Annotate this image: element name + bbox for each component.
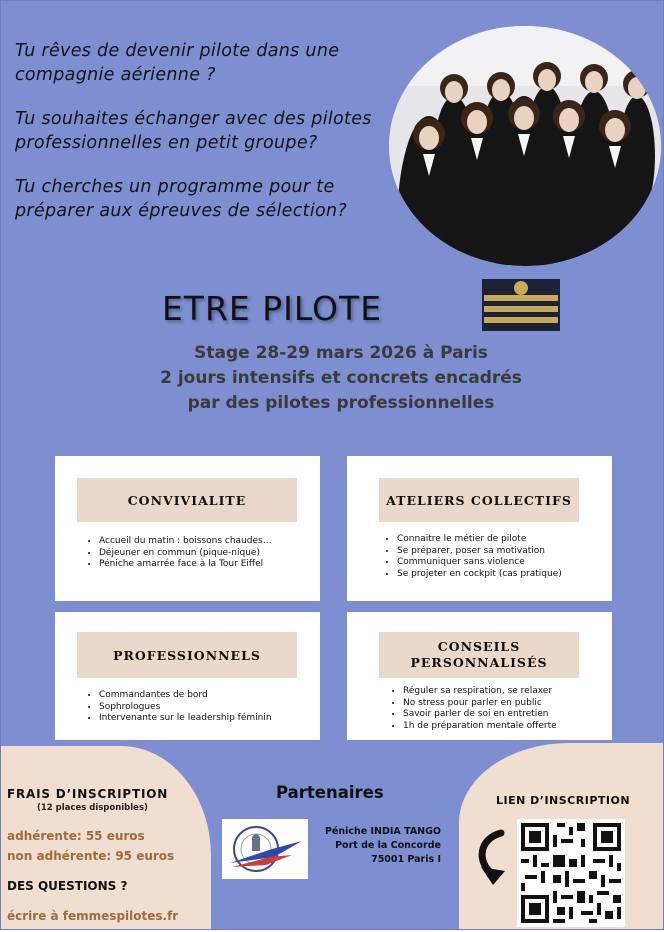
list-item: • Réguler sa respiration, se relaxer [403,686,557,698]
list-item: • Savoir parler de soi en entretien [403,709,557,721]
intro-question-1: Tu rêves de devenir pilote dans une compagnie aérienne ? [15,41,340,85]
card-title-line-2: PERSONNALISÉS [410,655,548,670]
list-item: • No stress pour parler en public [403,698,557,710]
intro-question-2: Tu souhaites échanger avec des pilotes professionnelles en petit groupe? [15,109,372,153]
main-title: ETRE PILOTE [161,289,383,328]
epaulette-icon [482,279,560,331]
fees-heading: FRAIS D’INSCRIPTION [7,787,169,801]
venue-name: Péniche INDIA TANGO [324,826,441,837]
venue-address [301,825,441,867]
list-item: • Se préparer, poser sa motivation [397,546,562,558]
card-title: ATELIERS COLLECTIFS [379,478,579,522]
list-item: • Déjeuner en commun (pique-nique) [99,548,272,560]
card-convivialite [55,456,320,601]
list-item: • Péniche amarrée face à la Tour Eiffel [99,559,272,571]
list-item: • Commandantes de bord [99,690,272,702]
card-list [85,536,272,571]
event-dates: Stage 28-29 mars 2026 à Paris [194,343,488,363]
card-conseils-personnalises [347,612,612,740]
list-item: • Connaitre le métier de pilote [397,534,562,546]
questions-heading: DES QUESTIONS ? [7,879,128,893]
venue-city: 75001 Paris I [371,854,441,865]
card-title: PROFESSIONNELS [77,632,297,678]
fees-section [7,787,207,923]
card-title-line-1: CONSEILS [437,639,521,654]
card-list [383,534,562,580]
event-tagline-1: 2 jours intensifs et concrets encadrés [160,368,522,388]
list-item: • Communiquer sans violence [397,557,562,569]
list-item: • 1h de préparation mentale offerte [403,721,557,733]
intro-questions [15,39,385,243]
registration-heading: LIEN D’INSCRIPTION [496,794,631,807]
list-item: • Se projeter en cockpit (cas pratique) [397,569,562,581]
partner-logo [222,819,308,879]
card-professionnels [55,612,320,740]
contact-link[interactable]: écrire à femmespilotes.fr [7,909,179,923]
card-ateliers-collectifs [347,456,612,601]
partners-heading: Partenaires [276,783,384,802]
registration-qr-code[interactable] [517,819,625,927]
card-list [85,690,272,725]
non-member-price: non adhérente: 95 euros [7,849,175,863]
event-subtitle [61,341,621,416]
event-tagline-2: par des pilotes professionnelles [187,393,495,413]
venue-port: Port de la Concorde [335,840,441,851]
intro-question-3: Tu cherches un programme pour te préparer aux épreuves de sélection? [15,177,347,221]
card-list [389,686,557,732]
places-available: (12 places disponibles) [37,803,148,813]
list-item: • Intervenante sur le leadership féminin [99,713,272,725]
curved-arrow-icon [471,827,521,887]
list-item: • Accueil du matin : boissons chaudes… [99,536,272,548]
card-title: CONVIVIALITE [77,478,297,522]
list-item: • Sophrologues [99,702,272,714]
member-price: adhérente: 55 euros [7,829,145,843]
pilots-group-photo [389,26,661,266]
card-title [379,632,579,678]
